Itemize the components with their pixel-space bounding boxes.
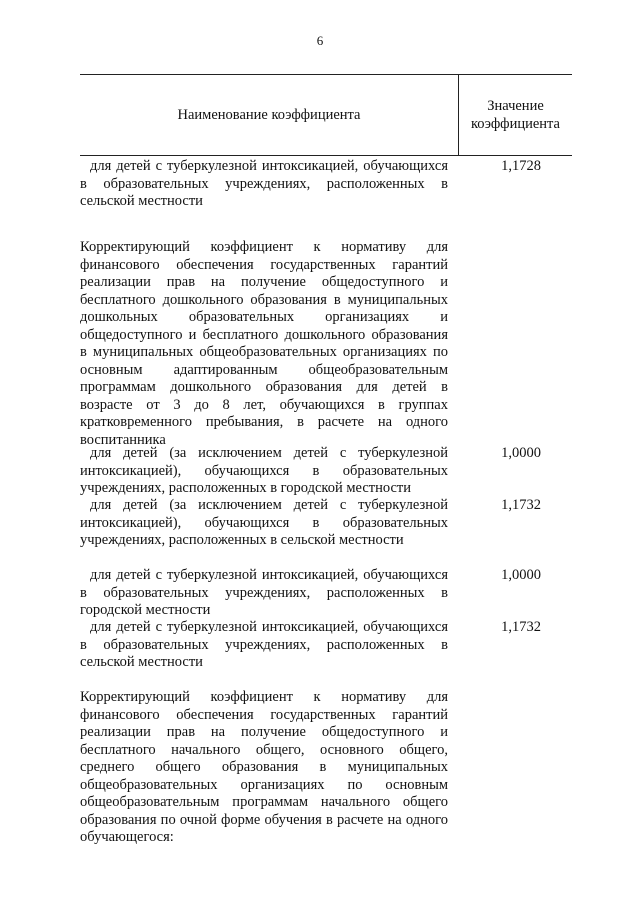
row-value: 1,1732 <box>501 497 541 513</box>
table-row <box>80 497 541 550</box>
row-name: для детей с туберкулезной интоксикацией, обучающихся в образовательных учреждениях, расположенных в городской местности <box>80 567 448 618</box>
row-name: Корректирующий коэффициент к нормативу для финансового обеспечения государственных гарантий реализации прав на получение общедоступного и бесплатного начального общего, основного общего, среднего общего образования в муниципальных общеобразовательных организациях по основным общеобразовательным программам начального общего образования по очной форме обучения в расчете на одного обучающегося: <box>80 689 448 845</box>
table-row <box>80 689 448 847</box>
row-name: для детей (за исключением детей с туберкулезной интоксикацией), обучающихся в образовательных учреждениях, расположенных в сельской местности <box>80 497 448 548</box>
table-row <box>80 619 541 672</box>
header-coefficient-value: Значение коэффициента <box>470 98 560 132</box>
row-name: для детей с туберкулезной интоксикацией, обучающихся в образовательных учреждениях, расположенных в сельской местности <box>80 158 448 209</box>
table-row <box>80 567 541 620</box>
row-value: 1,1728 <box>501 158 541 174</box>
row-name: для детей (за исключением детей с туберкулезной интоксикацией), обучающихся в образовательных учреждениях, расположенных в городской местности <box>80 445 448 496</box>
page-number: 6 <box>316 33 324 48</box>
table-row <box>80 158 541 211</box>
row-name: Корректирующий коэффициент к нормативу для финансового обеспечения государственных гарантий реализации прав на получение общедоступного и бесплатного дошкольного образования в муниципальных дошкольных образовательных организациях и общедоступного и бесплатного дошкольного образования в муниципальных общеобразовательных организациях по основным адаптированным общеобразовательным программам дошкольного образования для детей в возрасте от 3 до 8 лет, обучающихся в группах кратковременного пребывания, в расчете на одного воспитанника <box>80 239 448 448</box>
row-value: 1,1732 <box>501 619 541 635</box>
header-coefficient-name: Наименование коэффициента <box>177 107 361 123</box>
row-value: 1,0000 <box>501 445 541 461</box>
table-header <box>80 74 572 156</box>
table-row <box>80 239 448 449</box>
row-value: 1,0000 <box>501 567 541 583</box>
row-name: для детей с туберкулезной интоксикацией, обучающихся в образовательных учреждениях, расположенных в сельской местности <box>80 619 448 670</box>
table-row <box>80 445 541 498</box>
